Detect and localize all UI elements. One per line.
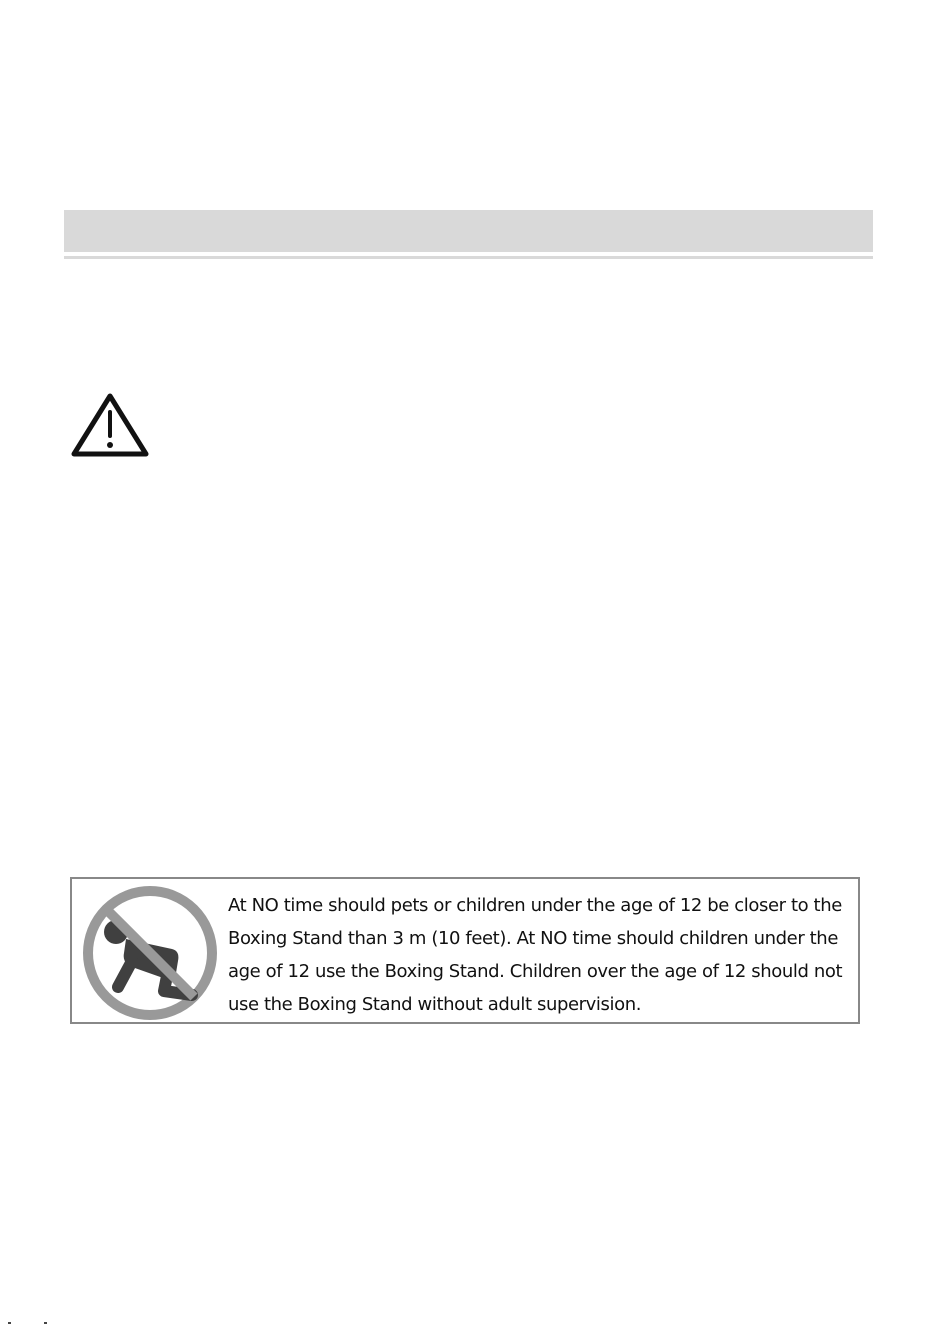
warning-triangle-icon bbox=[70, 390, 150, 460]
notice-text: At NO time should pets or children under the age of 12 be closer to the Boxing Stand than 3 m (10 feet). At NO time should children under the age of 12 use the Boxing Stand. Children over the age of 12 should not use the Boxing Stand without adult supervision. bbox=[228, 895, 843, 1015]
section-header-bar bbox=[64, 210, 873, 252]
section-header-rule bbox=[64, 256, 873, 259]
no-children-icon bbox=[80, 883, 220, 1023]
child-safety-notice bbox=[70, 877, 860, 1024]
